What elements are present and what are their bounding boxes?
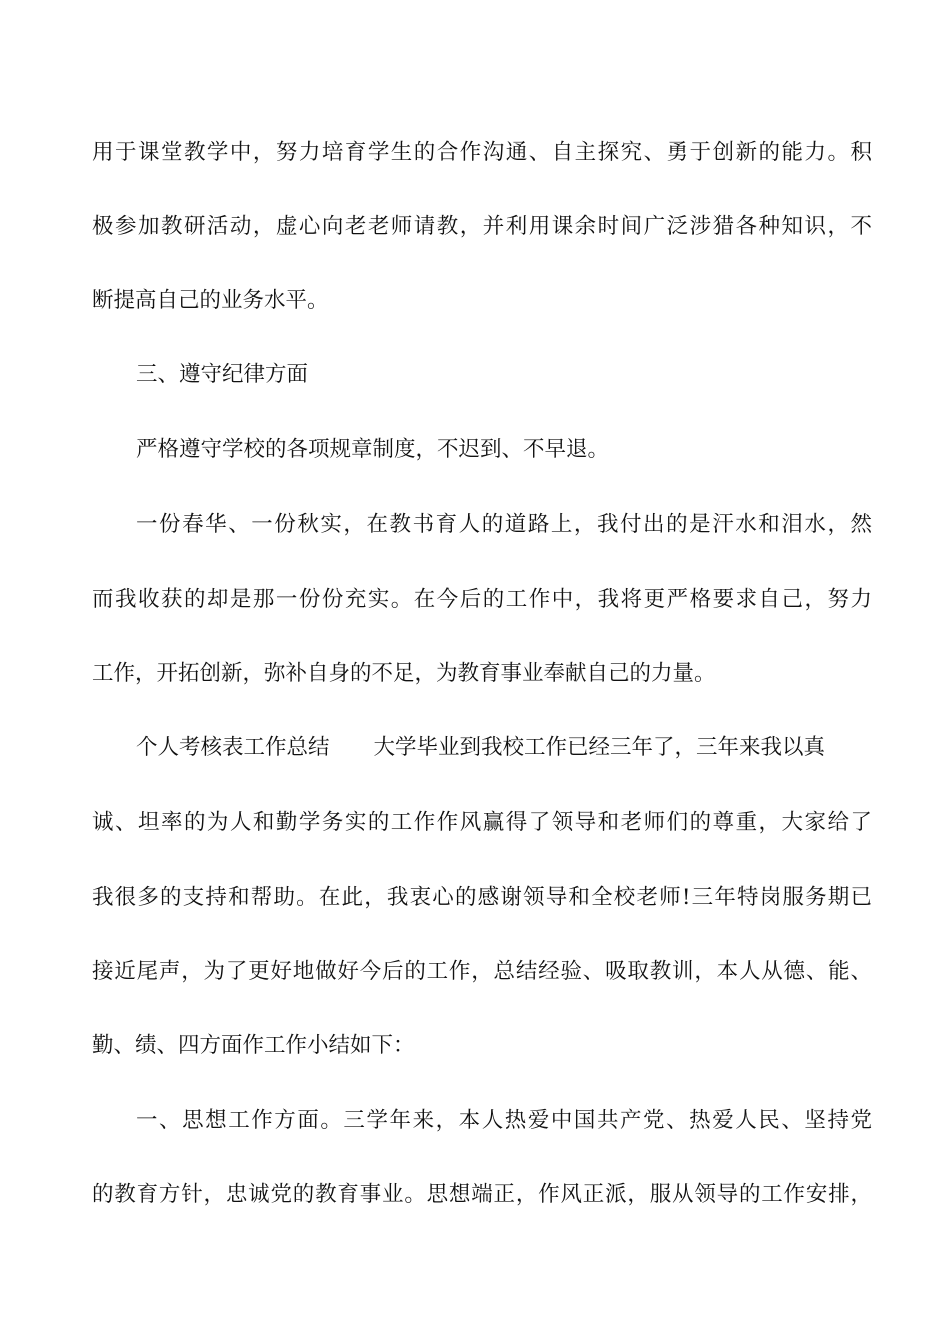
text-line-11: 我很多的支持和帮助。在此，我衷心的感谢领导和全校老师!三年特岗服务期已 [92,885,872,910]
text-line-3: 断提高自己的业务水平。 [92,288,329,313]
text-line-5: 严格遵守学校的各项规章制度，不迟到、不早退。 [136,437,610,462]
text-line-6: 一份春华、一份秋实，在教书育人的道路上，我付出的是汗水和泪水，然 [136,512,872,537]
text-line-10: 诚、坦率的为人和勤学务实的工作作风赢得了领导和老师们的尊重，大家给了 [92,810,872,835]
text-line-9 [136,728,872,768]
text-line-12: 接近尾声，为了更好地做好今后的工作，总结经验、吸取教训，本人从德、能、 [92,959,872,984]
text-line-13: 勤、绩、四方面作工作小结如下： [92,1033,415,1058]
text-line-2: 极参加教研活动，虚心向老老师请教，并利用课余时间广泛涉猎各种知识，不 [92,214,872,239]
text-line-7: 而我收获的却是那一份份充实。在今后的工作中，我将更严格要求自己，努力 [92,587,872,612]
section-heading-discipline: 三、遵守纪律方面 [136,362,309,387]
summary-title: 个人考核表工作总结 [136,735,330,760]
summary-intro: 大学毕业到我校工作已经三年了，三年来我以真 [373,735,826,760]
text-line-1: 用于课堂教学中，努力培育学生的合作沟通、自主探究、勇于创新的能力。积 [92,140,872,165]
text-line-14: 一、思想工作方面。三学年来，本人热爱中国共产党、热爱人民、坚持党 [136,1108,872,1133]
text-line-8: 工作，开拓创新，弥补自身的不足，为教育事业奉献自己的力量。 [92,661,716,686]
text-line-15: 的教育方针，忠诚党的教育事业。思想端正，作风正派，服从领导的工作安排， [92,1182,872,1207]
